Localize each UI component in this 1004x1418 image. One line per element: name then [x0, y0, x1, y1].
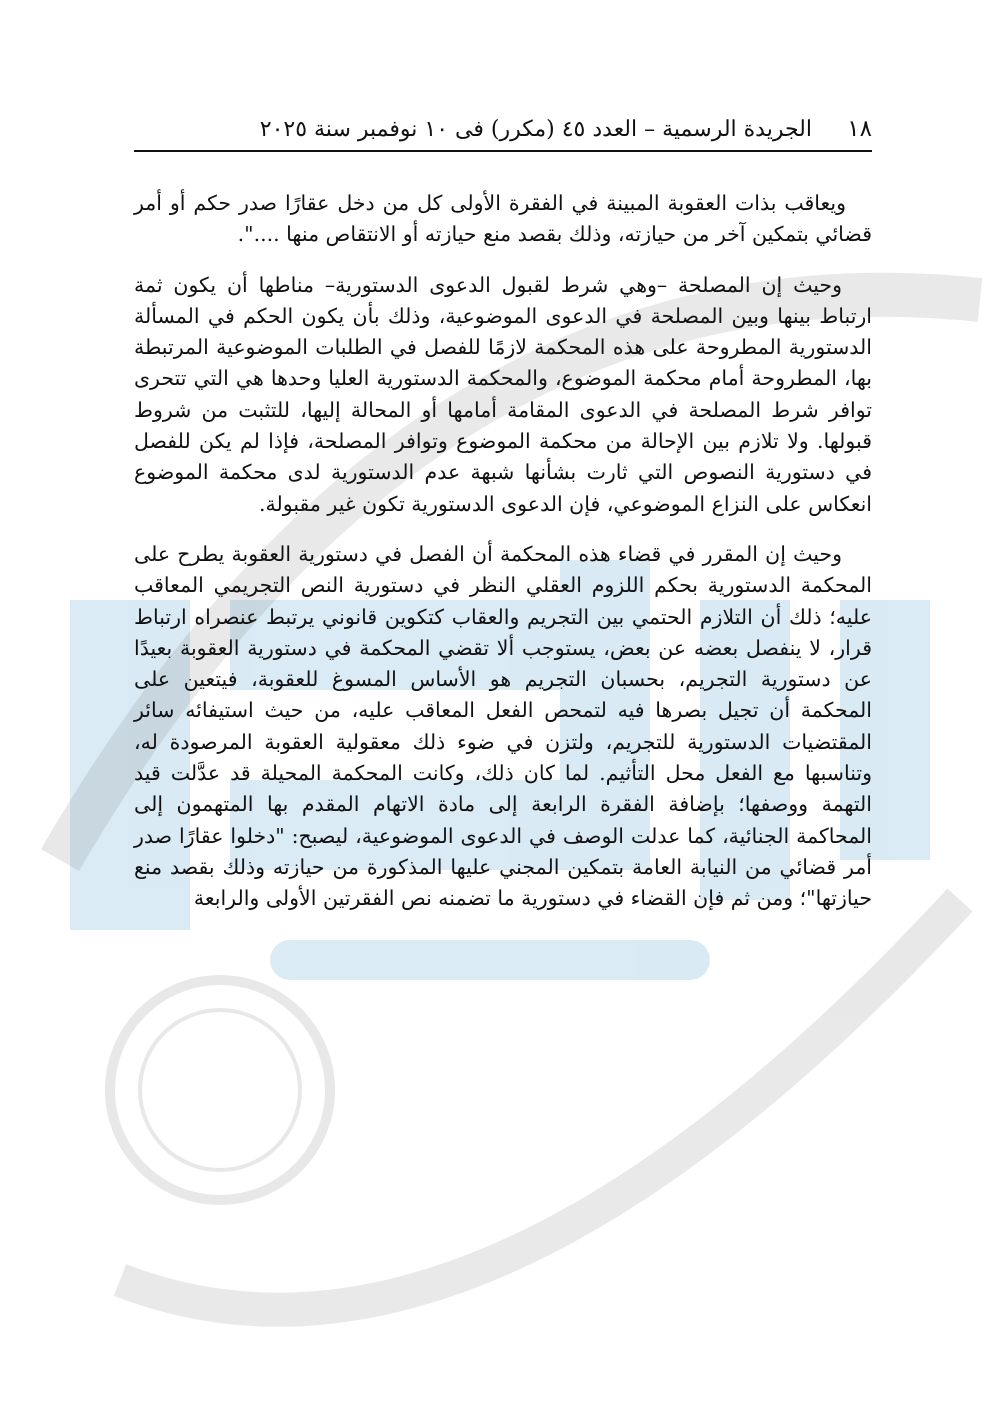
- page-header: [134, 108, 872, 152]
- body-text: [134, 188, 872, 915]
- page-number: ١٨: [847, 116, 872, 142]
- running-head: الجريدة الرسمية – العدد ٤٥ (مكرر) فى ١٠ نوفمبر سنة ٢٠٢٥: [259, 116, 812, 142]
- paragraph-1: ويعاقب بذات العقوبة المبينة في الفقرة الأولى كل من دخل عقارًا صدر حكم أو أمر قضائي بتمكين آخر من حيازته، وذلك بقصد منع حيازته أو الانتقاص منها ....".: [134, 191, 872, 247]
- paragraph-3: وحيث إن المقرر في قضاء هذه المحكمة أن الفصل في دستورية العقوبة يطرح على المحكمة الدستورية بحكم اللزوم العقلي النظر في دستورية النص التجريمي المعاقب عليه؛ ذلك أن التلازم الحتمي بين التجريم والعقاب كتكوين قانوني يرتبط عنصراه ارتباط قرار، لا ينفصل بعضه عن بعض، يستوجب ألا تقضي المحكمة في دستورية العقوبة بعيدًا عن دستورية التجريم، بحسبان التجريم هو الأساس المسوغ للعقوبة، فيتعين على المحكمة أن تجيل بصرها فيه لتمحص الفعل المعاقب عليه، من حيث استيفائه سائر المقتضيات الدستورية للتجريم، ولتزن في ضوء ذلك معقولية العقوبة المرصودة له، وتناسبها مع الفعل محل التأثيم. لما كان ذلك، وكانت المحكمة المحيلة قد عدَّلت قيد التهمة ووصفها؛ بإضافة الفقرة الرابعة إلى مادة الاتهام المقدم بها المتهمون إلى المحاكمة الجنائية، كما عدلت الوصف في الدعوى الموضوعية، ليصبح: "دخلوا عقارًا صدر أمر قضائي من النيابة العامة بتمكين المجني عليها المذكورة من حيازته وذلك بقصد منع حيازتها"؛ ومن ثم فإن القضاء في دستورية ما تضمنه نص الفقرتين الأولى والرابعة: [134, 541, 873, 911]
- paragraph-2: وحيث إن المصلحة –وهي شرط لقبول الدعوى الدستورية– مناطها أن يكون ثمة ارتباط بينها وبين المصلحة في الدعوى الموضوعية، وذلك بأن يكون الحكم في المسألة الدستورية المطروحة على هذه المحكمة لازمًا للفصل في الطلبات الموضوعية المرتبطة بها، المطروحة أمام محكمة الموضوع، والمحكمة الدستورية العليا وحدها هي التي تتحرى توافر شرط المصلحة في الدعوى المقامة أمامها أو المحالة إليها، للتثبت من شروط قبولها. ولا تلازم بين الإحالة من محكمة الموضوع وتوافر المصلحة، فإذا لم يكن للفصل في دستورية النصوص التي ثارت بشأنها شبهة عدم الدستورية لدى محكمة الموضوع انعكاس على النزاع الموضوعي، فإن الدعوى الدستورية تكون غير مقبولة.: [134, 272, 872, 516]
